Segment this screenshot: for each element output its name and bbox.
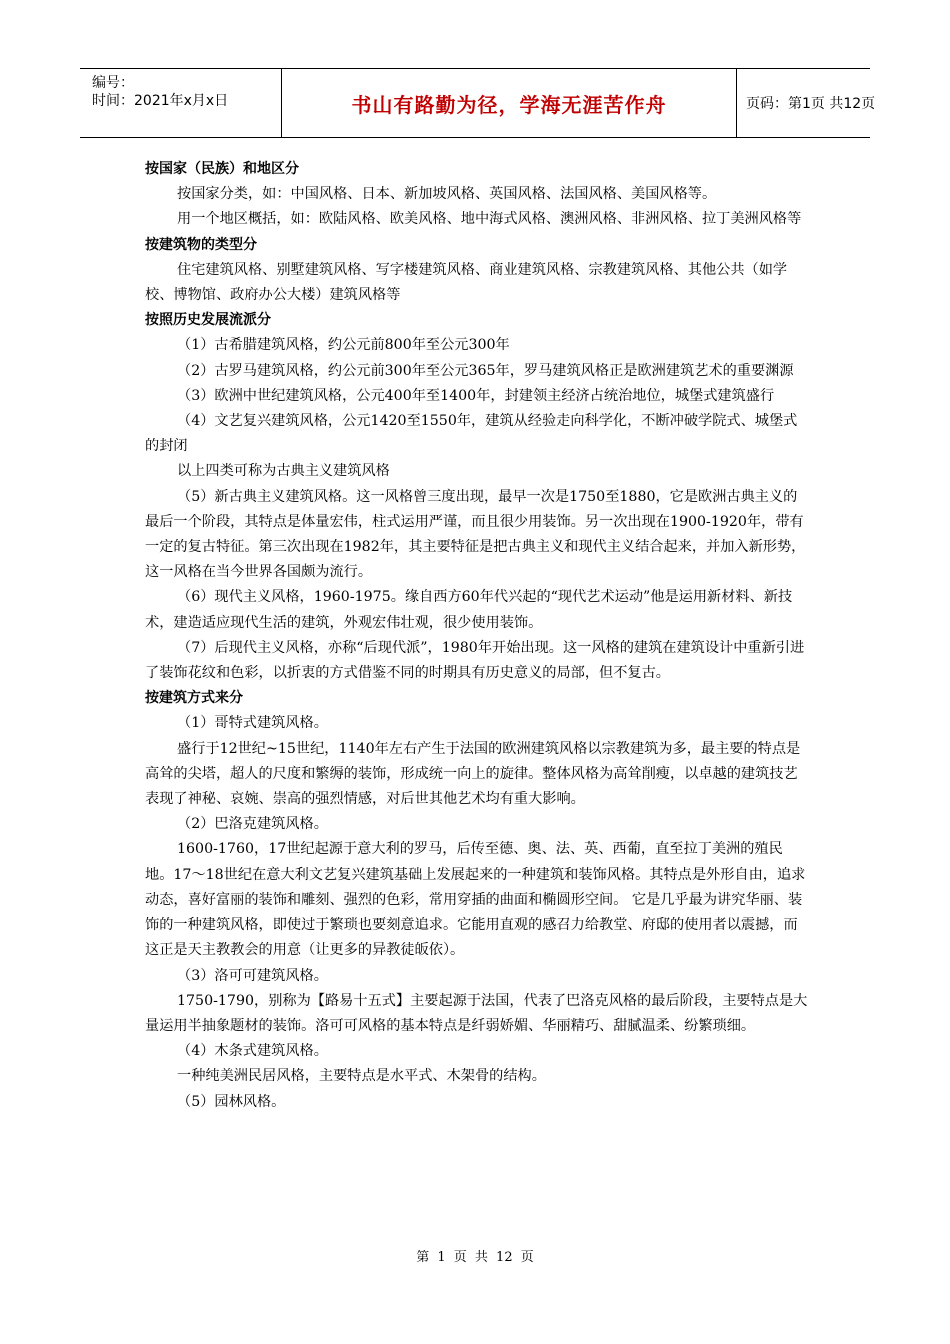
paragraph: （7）后现代主义风格，亦称“后现代派”，1980年开始出现。这一风格的建筑在建筑设计中重新引进了装饰花纹和色彩，以折衷的方式借鉴不同的时期具有历史意义的局部，但不复古。: [145, 639, 805, 682]
date-label: 时间：2021年x月x日: [92, 93, 229, 109]
paragraph: （1）哥特式建筑风格。: [177, 715, 328, 732]
motto-text: 书山有路勤为径，学海无涯苦作舟: [351, 92, 667, 117]
paragraph: 盛行于12世纪~15世纪，1140年左右产生于法国的欧洲建筑风格以宗教建筑为多，最主要的特点是高耸的尖塔，超人的尺度和繁缛的装饰，形成统一向上的旋律。整体风格为高耸削瘦，以卓越的建筑技艺表现了神秘、哀婉、崇高的强烈情感，对后世其他艺术均有重大影响。: [145, 740, 801, 808]
paragraph: （2）巴洛克建筑风格。: [177, 816, 328, 833]
paragraph: 一种纯美洲民居风格，主要特点是水平式、木架骨的结构。: [177, 1068, 546, 1085]
paragraph: 1750-1790，别称为【路易十五式】主要起源于法国，代表了巴洛克风格的最后阶段，主要特点是大量运用半抽象题材的装饰。洛可可风格的基本特点是纤弱娇媚、华丽精巧、甜腻温柔、纷繁琐细。: [145, 992, 808, 1034]
header-motto-cell: [281, 69, 737, 137]
paragraph: 1600-1760，17世纪起源于意大利的罗马，后传至德、奥、法、英、西葡，直至拉丁美洲的殖民地。17～18世纪在意大利文艺复兴建筑基础上发展起来的一种建筑和装饰风格。其特点是外形自由，追求动态，喜好富丽的装饰和雕刻、强烈的色彩，常用穿插的曲面和椭圆形空间。 它是几乎最为讲究华丽、装饰的一种建筑风格，即使过于繁琐也要刻意追求。它能用直观的感召力给教堂、府邸的使用者以震撼，而这正是天主教教会的用意（让更多的异教徒皈依）。: [145, 841, 806, 959]
section-heading: 按照历史发展流派分: [145, 312, 271, 329]
document-number-label: 编号：: [92, 75, 134, 91]
paragraph: （1）古希腊建筑风格，约公元前800年至公元300年: [177, 337, 510, 354]
section-heading: 按建筑物的类型分: [145, 236, 257, 253]
paragraph: （2）古罗马建筑风格，约公元前300年至公元365年，罗马建筑风格正是欧洲建筑艺术的重要渊源: [177, 362, 794, 379]
paragraph: （4）木条式建筑风格。: [177, 1043, 328, 1060]
section-heading: 按建筑方式来分: [145, 690, 243, 707]
document-body: [145, 157, 810, 1115]
header-left-cell: [80, 69, 280, 137]
document-header: [80, 68, 876, 138]
paragraph: 用一个地区概括，如：欧陆风格、欧美风格、地中海式风格、澳洲风格、非洲风格、拉丁美洲风格等: [177, 211, 802, 228]
header-page-cell: [736, 69, 880, 137]
paragraph: （6）现代主义风格，1960-1975。缘自西方60年代兴起的“现代艺术运动”他是运用新材料、新技术，建造适应现代生活的建筑，外观宏伟壮观，很少使用装饰。: [145, 589, 793, 631]
paragraph: （5）新古典主义建筑风格。这一风格曾三度出现，最早一次是1750至1880，它是欧洲古典主义的最后一个阶段，其特点是体量宏伟，柱式运用严谨，而且很少用装饰。另一次出现在1900-1920年，带有一定的复古特征。第三次出现在1982年，其主要特征是把古典主义和现代主义结合起来，并加入新形势，这一风格在当今世界各国颇为流行。: [145, 488, 806, 581]
page-footer: 第 1 页 共 12 页: [416, 1250, 534, 1265]
paragraph: 住宅建筑风格、别墅建筑风格、写字楼建筑风格、商业建筑风格、宗教建筑风格、其他公共（如学校、博物馆、政府办公大楼）建筑风格等: [145, 261, 788, 304]
paragraph: 按国家分类，如：中国风格、日本、新加坡风格、英国风格、法国风格、美国风格等。: [177, 186, 717, 203]
paragraph: 以上四类可称为古典主义建筑风格: [177, 463, 390, 480]
paragraph: （4）文艺复兴建筑风格，公元1420至1550年，建筑从经验走向科学化，不断冲破学院式、城堡式的封闭: [145, 413, 798, 455]
page-info: 页码：第1页 共12页: [746, 96, 876, 112]
paragraph: （3）洛可可建筑风格。: [177, 967, 328, 984]
section-heading: 按国家（民族）和地区分: [145, 161, 299, 177]
paragraph: （5）园林风格。: [177, 1093, 286, 1110]
paragraph: （3）欧洲中世纪建筑风格，公元400年至1400年，封建领主经济占统治地位，城堡式建筑盛行: [177, 387, 775, 404]
